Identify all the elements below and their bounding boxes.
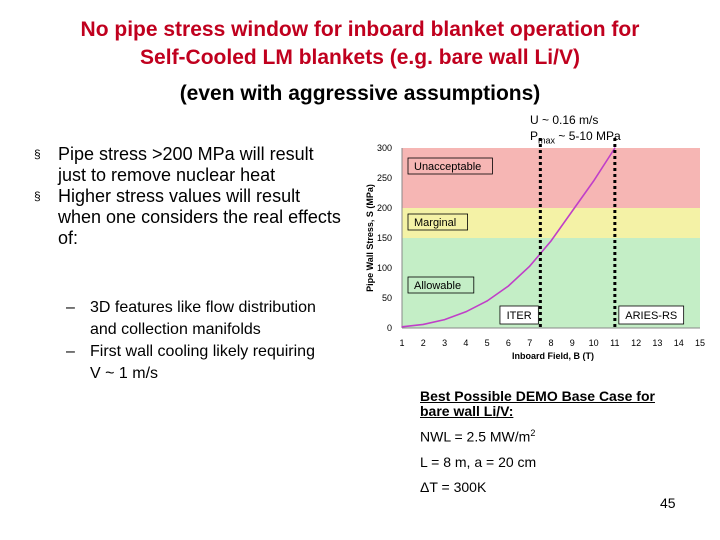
sub-bullet-text: First wall cooling likely requiring V ~ 1 m/s (90, 343, 315, 382)
curve-point (465, 311, 466, 312)
band-label: Allowable (414, 280, 462, 292)
sub-bullet-mark: – (66, 299, 75, 316)
marker-label: ITER (506, 310, 532, 322)
marker-label: ARIES-RS (625, 310, 678, 322)
curve-point (508, 285, 509, 286)
x-tick-label: 12 (631, 338, 642, 348)
x-tick-label: 11 (610, 338, 620, 348)
x-tick-label: 10 (588, 338, 599, 348)
y-tick-label: 150 (376, 233, 392, 243)
x-tick-label: 9 (569, 338, 575, 348)
y-tick-label: 100 (376, 263, 392, 273)
curve-point (444, 319, 445, 320)
slide-subtitle: (even with aggressive assumptions) (179, 82, 541, 105)
curve-point (593, 180, 594, 181)
page-number: 45 (660, 495, 676, 511)
x-tick-label: 6 (505, 338, 511, 348)
nwl-line: NWL = 2.5 $MW/m^2$ (420, 428, 536, 445)
x-tick-label: 4 (463, 338, 469, 348)
curve-point (401, 326, 402, 327)
x-tick-label: 8 (548, 338, 554, 348)
x-tick-label: 7 (527, 338, 533, 348)
curve-point (423, 324, 424, 325)
x-tick-label: 1 (399, 338, 405, 348)
bullet-text: Higher stress values will result when one considers the real effects of: (58, 186, 341, 248)
slide-title-line1: No pipe stress window for inboard blanket operation for (80, 18, 640, 41)
band-label: Marginal (414, 217, 457, 229)
x-tick-label: 3 (442, 338, 448, 348)
bullet-text: Pipe stress >200 MPa will result just to remove nuclear heat (58, 144, 314, 185)
curve-point (572, 210, 573, 211)
velocity-note: U ~ 0.16 m/s (530, 113, 599, 127)
band-label: Unacceptable (414, 161, 482, 173)
delta-t-line: ΔT = 300K (420, 479, 487, 495)
x-tick-label: 2 (420, 338, 426, 348)
y-tick-label: 250 (376, 173, 392, 183)
curve-point (487, 300, 488, 301)
x-axis-title: Inboard Field, B (T) (512, 351, 594, 361)
geometry-line: L = 8 m, a = 20 cm (420, 454, 537, 470)
x-tick-label: 14 (673, 338, 684, 348)
x-tick-label: 5 (484, 338, 490, 348)
x-tick-label: 15 (694, 338, 706, 348)
curve-point (614, 147, 615, 148)
curve-point (550, 240, 551, 241)
best-case-heading: Best Possible DEMO Base Case for bare wall Li/V: (420, 388, 655, 419)
curve-point (529, 266, 530, 267)
sub-bullet-text: 3D features like flow distribution and collection manifolds (90, 299, 316, 338)
y-axis-title: Pipe Wall Stress, S (MPa) (365, 184, 375, 292)
band-unacceptable (402, 148, 700, 208)
x-tick-label: 13 (652, 338, 663, 348)
bullet-mark: § (34, 189, 41, 203)
y-tick-label: 300 (376, 143, 392, 153)
y-tick-label: 50 (381, 293, 392, 303)
sub-bullet-mark: – (66, 343, 75, 360)
pressure-note: $P_{max}$ ~ 5-10 MPa (530, 129, 621, 146)
bullet-mark: § (34, 147, 41, 161)
slide-title-line2: Self-Cooled LM blankets (e.g. bare wall Li/V) (140, 46, 580, 69)
y-tick-label: 200 (376, 203, 392, 213)
y-tick-label: 0 (386, 323, 392, 333)
